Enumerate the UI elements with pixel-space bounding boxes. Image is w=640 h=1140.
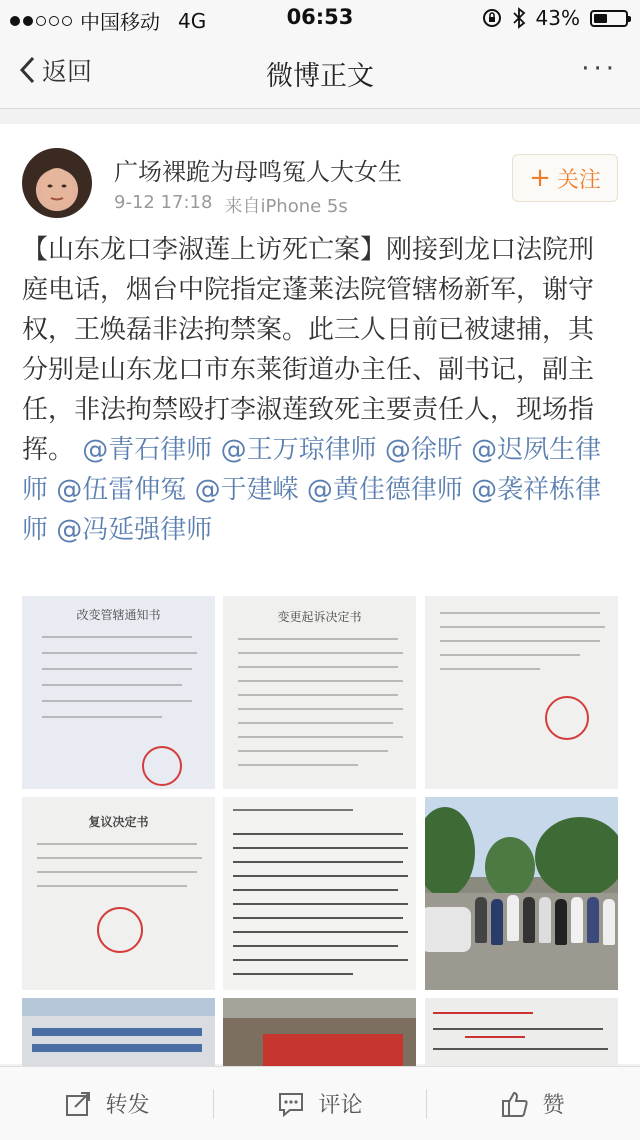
like-button[interactable] [426, 1067, 639, 1140]
status-bar [0, 0, 640, 36]
doc-title: 复议决定书 [88, 815, 149, 829]
image-document-1[interactable] [22, 596, 215, 789]
follow-label: 关注 [556, 167, 601, 193]
post-card [0, 124, 640, 1064]
mention-link[interactable]: @王万琼律师 [220, 435, 377, 465]
bottom-toolbar [0, 1066, 640, 1140]
comment-button[interactable] [213, 1067, 426, 1140]
post-text [22, 230, 618, 550]
mention-link[interactable]: @于建嵘 [194, 475, 299, 505]
image-building[interactable] [22, 998, 215, 1066]
nav-bar [0, 36, 640, 109]
image-group-photo[interactable] [425, 797, 618, 990]
thumbs-up-icon [500, 1089, 530, 1119]
page-title: 微博正文 [266, 61, 374, 92]
image-document-4[interactable] [22, 797, 215, 990]
post-meta [114, 192, 348, 218]
post-body: 【山东龙口李淑莲上访死亡案】刚接到龙口法院刑庭电话，烟台中院指定蓬莱法院管辖杨新军，谢守权，王焕磊非法拘禁案。此三人日前已被逮捕，其分别是山东龙口市东莱街道办主任、副书记，副主任，非法拘禁殴打李淑莲致死主要责任人，现场指挥。 [22, 235, 595, 465]
carrier-label: 中国移动 [80, 10, 160, 34]
doc-title: 变更起诉决定书 [277, 610, 362, 624]
mention-link[interactable]: @徐昕 [384, 435, 463, 465]
avatar[interactable] [22, 148, 92, 218]
post-date: 9-12 17:18 [114, 192, 213, 213]
image-document-2[interactable] [223, 596, 416, 789]
more-icon: ··· [581, 54, 618, 84]
back-label: 返回 [42, 57, 93, 86]
image-grid [22, 596, 618, 1066]
repost-icon [63, 1089, 93, 1119]
comment-icon [276, 1089, 306, 1119]
seal-icon [545, 696, 589, 740]
image-document-3[interactable] [425, 596, 618, 789]
image-protest-photo[interactable] [223, 998, 416, 1066]
repost-button[interactable] [0, 1067, 213, 1140]
repost-label: 转发 [105, 1093, 150, 1118]
mention-link[interactable]: @迟夙生律师 [22, 435, 602, 505]
network-label: 4G [178, 8, 207, 33]
doc-title: 改变管辖通知书 [76, 608, 161, 622]
username[interactable]: 广场裸跪为母鸣冤人大女生 [114, 158, 402, 186]
bluetooth-icon [512, 7, 526, 29]
mention-link[interactable]: @袭祥栋律师 [22, 475, 602, 545]
comment-label: 评论 [318, 1093, 363, 1118]
mention-link[interactable]: @黄佳德律师 [306, 475, 463, 505]
battery-percent: 43% [535, 6, 580, 30]
like-label: 赞 [542, 1093, 565, 1118]
status-time: 06:53 [286, 5, 354, 29]
mention-link[interactable]: @青石律师 [82, 435, 213, 465]
image-document-6[interactable] [425, 998, 618, 1066]
seal-icon [97, 907, 143, 953]
mention-link[interactable]: @冯延强律师 [56, 515, 213, 545]
more-button[interactable] [581, 54, 618, 84]
battery-icon [590, 10, 628, 27]
mention-link[interactable]: @伍雷伸冤 [56, 475, 187, 505]
rotation-lock-icon [482, 8, 502, 28]
post-source: 来自iPhone 5s [224, 196, 348, 217]
follow-button[interactable] [512, 154, 618, 202]
image-document-5[interactable] [223, 797, 416, 990]
plus-icon: + [529, 163, 551, 193]
seal-icon [142, 746, 182, 786]
